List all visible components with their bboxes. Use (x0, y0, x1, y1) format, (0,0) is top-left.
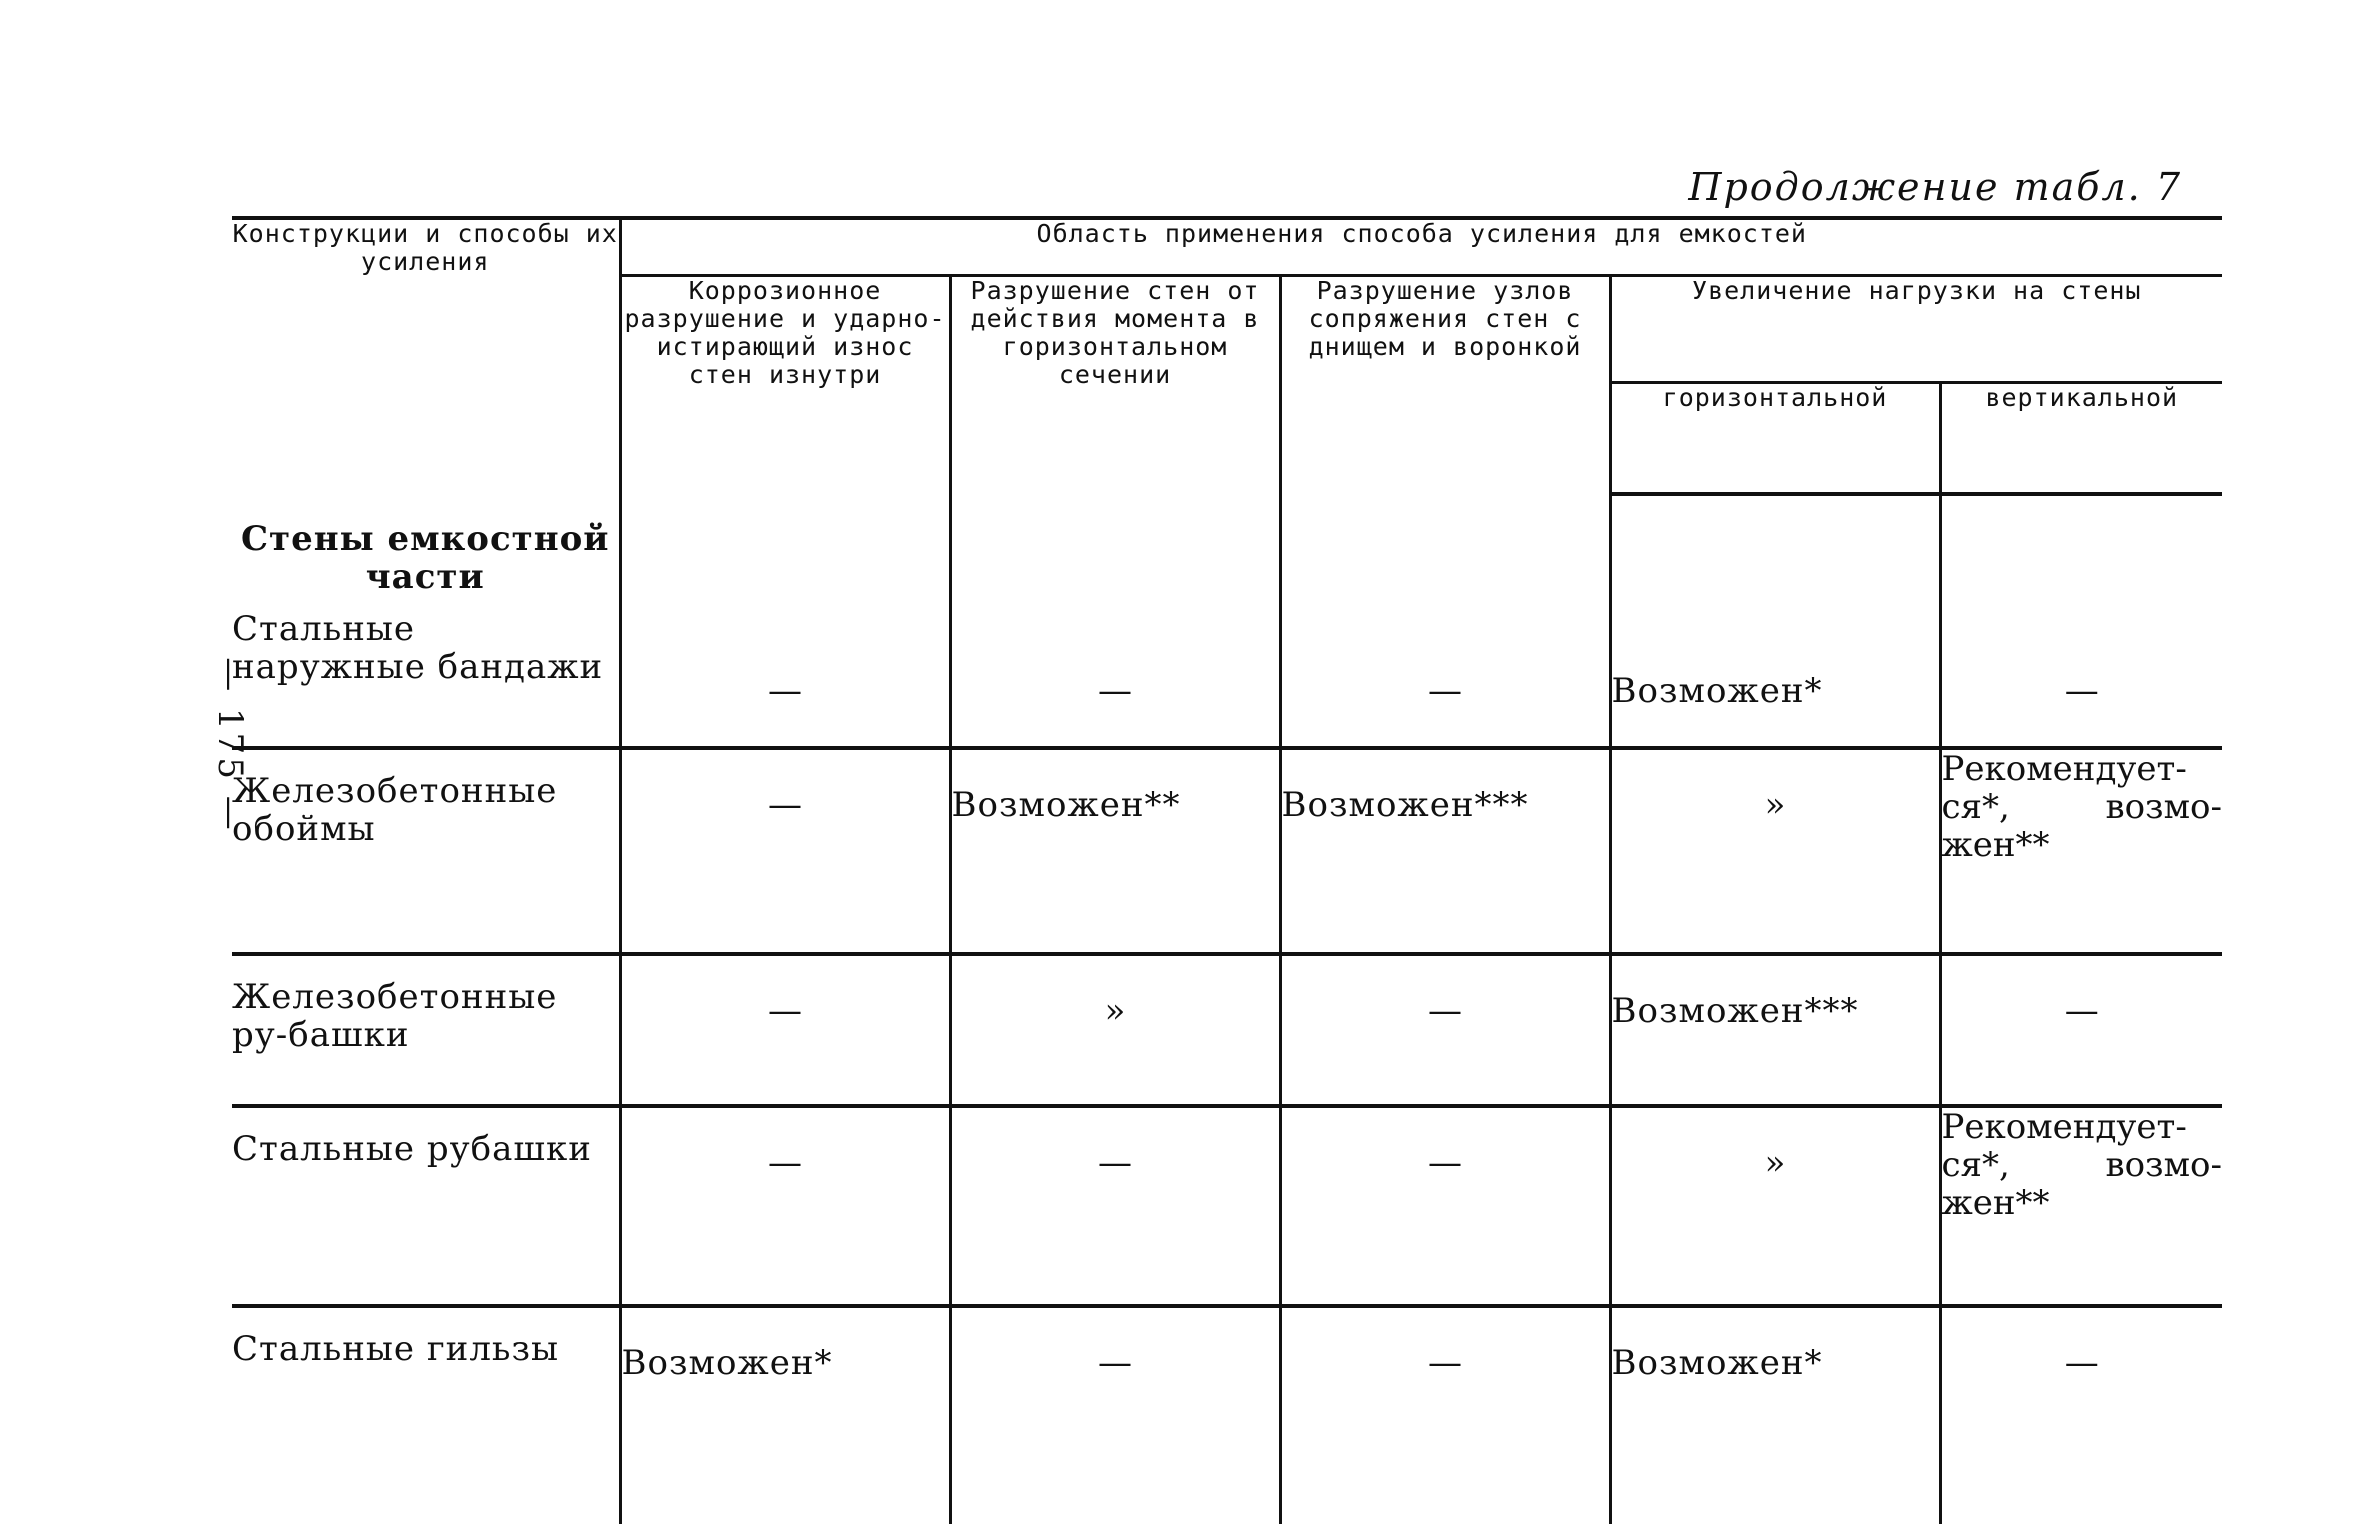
table-cell: Рекомендует-ся*, возмо-жен** (1940, 748, 2222, 954)
table-row (232, 954, 2222, 1106)
table-cell: — (620, 1106, 950, 1306)
reinforcement-table (232, 216, 2222, 1524)
row-name: Стальные гильзы (232, 1306, 620, 1524)
table-cell: — (950, 494, 1280, 748)
table-row (232, 748, 2222, 954)
row-header: Конструкции и способы их усиления (232, 218, 620, 494)
page-number: — 175 — (209, 657, 250, 833)
table-cell: » (1610, 1106, 1940, 1306)
row-name: Железобетонные обоймы (232, 748, 620, 954)
table-cell: — (620, 748, 950, 954)
table-cell: Возможен* (620, 1306, 950, 1524)
table-cell: Рекомендует-ся*, возмо-жен** (1940, 1106, 2222, 1306)
table-cell: » (1610, 748, 1940, 954)
row-name: Стальные наружные бандажи (232, 609, 604, 687)
table-cell: — (1940, 954, 2222, 1106)
table-cell: Возможен*** (1610, 954, 1940, 1106)
table-cell: Возможен** (950, 748, 1280, 954)
table-cell: — (950, 1106, 1280, 1306)
table-cell: Возможен* (1610, 1306, 1940, 1524)
table-cell: — (1280, 1306, 1610, 1524)
table-cell: Возможен*** (1280, 748, 1610, 954)
row-name-cell (232, 494, 620, 748)
table-cell: — (950, 1306, 1280, 1524)
table-cell: — (1940, 1306, 2222, 1524)
table-continuation-caption: Продолжение табл. 7 (1688, 165, 2182, 209)
row-name: Стальные рубашки (232, 1106, 620, 1306)
table-cell: » (950, 954, 1280, 1106)
row-name: Железобетонные ру-башки (232, 954, 620, 1106)
section-title: Стены емкостной части (240, 519, 610, 597)
header-horizontal: горизонтальной (1610, 383, 1940, 495)
table-cell: — (1280, 494, 1610, 748)
header-joint-failure: Разрушение узлов сопряжения стен с днищем и воронкой (1280, 276, 1610, 495)
table-cell: Возможен* (1610, 494, 1940, 748)
table-cell: — (1280, 1106, 1610, 1306)
table-cell: — (1280, 954, 1610, 1106)
header-moment-failure: Разрушение стен от действия момента в горизонтальном сечении (950, 276, 1280, 495)
header-corrosion: Коррозионное разрушение и ударно-истирающий износ стен изнутри (620, 276, 950, 495)
table-cell: — (1940, 494, 2222, 748)
table-row (232, 1306, 2222, 1524)
application-area-header: Область применения способа усиления для емкостей (620, 218, 2222, 276)
table-cell: — (620, 954, 950, 1106)
header-vertical: вертикальной (1940, 383, 2222, 495)
table-cell: — (620, 494, 950, 748)
table-row (232, 1106, 2222, 1306)
header-load-increase: Увеличение нагрузки на стены (1610, 276, 2222, 383)
table-row (232, 494, 2222, 748)
